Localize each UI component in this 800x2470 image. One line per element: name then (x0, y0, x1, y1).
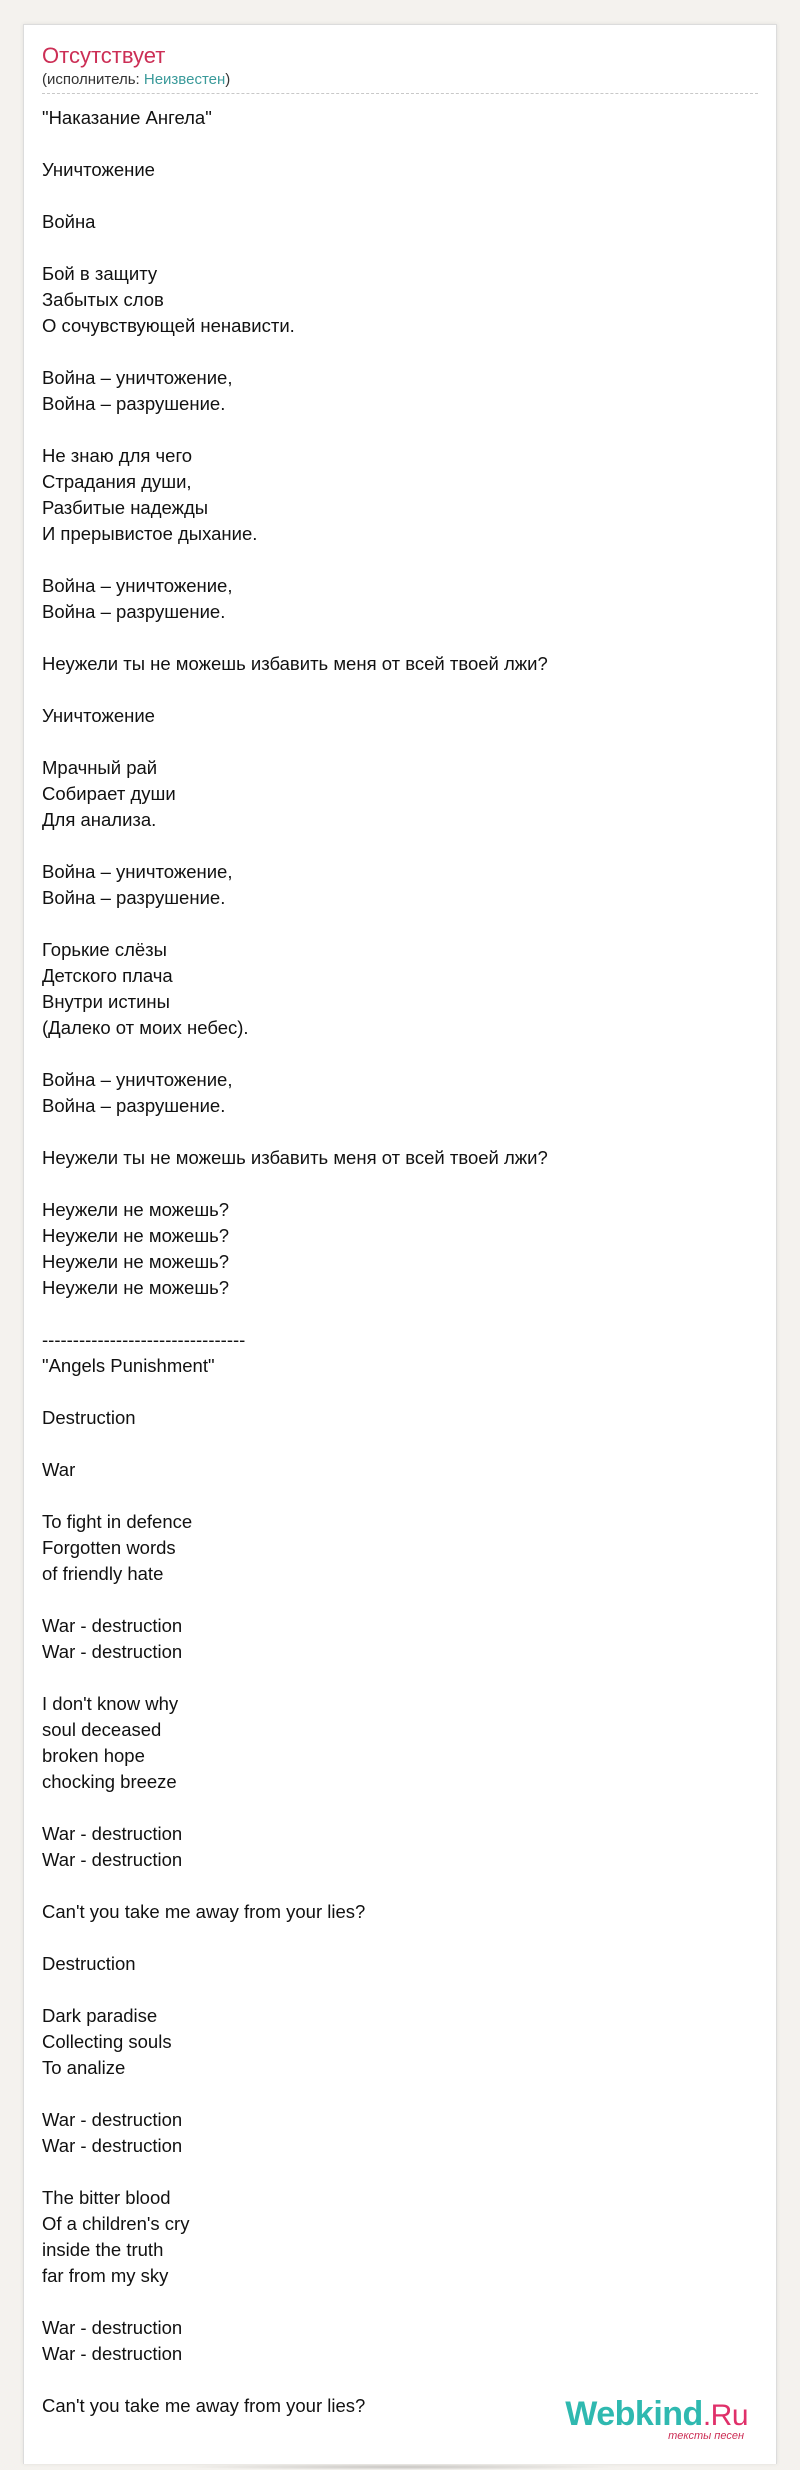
page-bottom-shadow (180, 2464, 620, 2470)
brand-name-tld: .Ru (702, 2399, 748, 2432)
song-title: Отсутствует (42, 43, 166, 68)
lyrics-card (23, 24, 777, 2464)
brand-tagline: тексты песен (668, 2430, 744, 2442)
artist-prefix: (исполнитель: (42, 71, 144, 88)
artist-suffix: ) (225, 71, 231, 88)
brand-name-main: Webkind (565, 2395, 703, 2433)
brand-name (565, 2396, 748, 2434)
lyrics-text: "Наказание Ангела" Уничтожение Война Бой в защиту Забытых слов О сочувствующей ненависти. Война – уничтожение, Война – разрушение. Не знаю для чего Страдания души, Разбитые надежды И прерывистое дыхание. Война – уничтожение, Война – разрушение. Неужели ты не можешь избавить меня от всей твоей лжи? Уничтожение Мрачный рай Собирает души Для анализа. Война – уничтожение, Война – разрушение. Горькие слёзы Детского плача Внутри истины (Далеко от моих небес). Война – уничтожение, Война – разрушение. Неужели ты не можешь избавить меня от всей твоей лжи? Неужели не можешь? Неужели не можешь? Неужели не можешь? Неужели не можешь? --------------------------------- "Angels Punishment" Destruction War To fight in defence Forgotten words of friendly hate War - destruction War - destruction I don't know why soul deceased broken hope chocking breeze War - destruction War - destruction Can't you take me away from your lies? Destruction Dark paradise Collecting souls To analize War - destruction War - destruction The bitter blood Of a children's cry inside the truth far from my sky War - destruction War - destruction Can't you take me away from your lies? (42, 107, 548, 2416)
artist-line (42, 71, 230, 89)
webkind-logo[interactable] (565, 2396, 748, 2442)
header-divider (42, 93, 758, 94)
artist-link[interactable]: Неизвестен (143, 71, 226, 88)
